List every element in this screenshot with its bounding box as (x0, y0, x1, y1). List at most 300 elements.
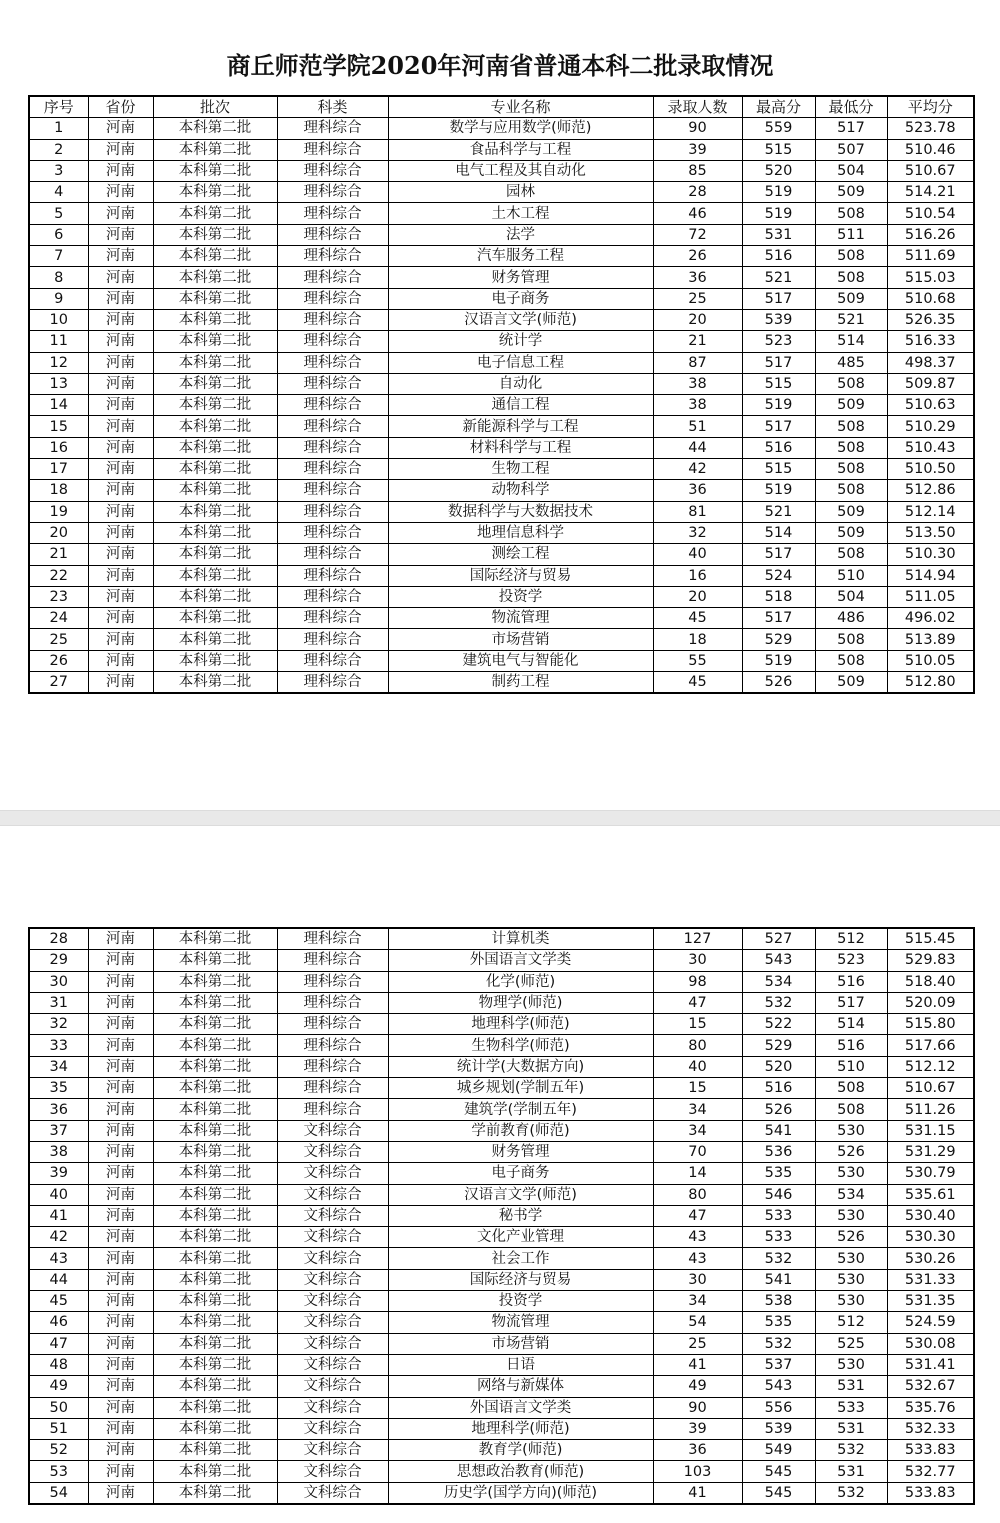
cell-admitted: 90 (653, 118, 742, 139)
cell-avg-score: 535.61 (887, 1184, 974, 1205)
cell-major: 思想政治教育(师范) (388, 1461, 653, 1482)
cell-max-score: 535 (742, 1312, 815, 1333)
cell-max-score: 524 (742, 565, 815, 586)
cell-major: 统计学 (388, 331, 653, 352)
cell-category: 文科综合 (277, 1440, 388, 1461)
cell-max-score: 519 (742, 480, 815, 501)
admission-table-page-2 (28, 927, 975, 1505)
cell-seq: 36 (29, 1099, 88, 1120)
cell-batch: 本科第二批 (153, 1397, 277, 1418)
cell-province: 河南 (88, 1376, 153, 1397)
page-separator (0, 810, 1000, 826)
cell-admitted: 30 (653, 1269, 742, 1290)
cell-min-score: 532 (815, 1440, 887, 1461)
table-row (29, 1141, 974, 1162)
cell-avg-score: 517.66 (887, 1035, 974, 1056)
table-row (29, 992, 974, 1013)
cell-avg-score: 516.33 (887, 331, 974, 352)
cell-major: 社会工作 (388, 1248, 653, 1269)
cell-max-score: 521 (742, 501, 815, 522)
cell-avg-score: 515.45 (887, 928, 974, 950)
cell-category: 理科综合 (277, 416, 388, 437)
cell-min-score: 514 (815, 331, 887, 352)
header-admitted: 录取人数 (653, 96, 742, 118)
cell-avg-score: 512.12 (887, 1056, 974, 1077)
cell-avg-score: 535.76 (887, 1397, 974, 1418)
table-row (29, 1291, 974, 1312)
table-row (29, 395, 974, 416)
cell-seq: 47 (29, 1333, 88, 1354)
table-row (29, 650, 974, 671)
cell-min-score: 517 (815, 118, 887, 139)
cell-max-score: 515 (742, 459, 815, 480)
cell-province: 河南 (88, 139, 153, 160)
cell-min-score: 517 (815, 992, 887, 1013)
cell-admitted: 26 (653, 246, 742, 267)
table-row (29, 672, 974, 694)
cell-min-score: 530 (815, 1269, 887, 1290)
cell-admitted: 25 (653, 288, 742, 309)
cell-province: 河南 (88, 629, 153, 650)
cell-major: 教育学(师范) (388, 1440, 653, 1461)
cell-min-score: 531 (815, 1418, 887, 1439)
table-row (29, 928, 974, 950)
table-row (29, 1014, 974, 1035)
cell-seq: 35 (29, 1078, 88, 1099)
cell-category: 理科综合 (277, 331, 388, 352)
cell-max-score: 546 (742, 1184, 815, 1205)
cell-category: 文科综合 (277, 1354, 388, 1375)
cell-province: 河南 (88, 309, 153, 330)
table-row (29, 118, 974, 139)
cell-max-score: 549 (742, 1440, 815, 1461)
cell-major: 物理学(师范) (388, 992, 653, 1013)
cell-category: 理科综合 (277, 992, 388, 1013)
cell-major: 财务管理 (388, 267, 653, 288)
cell-min-score: 531 (815, 1461, 887, 1482)
cell-province: 河南 (88, 459, 153, 480)
cell-min-score: 530 (815, 1248, 887, 1269)
cell-province: 河南 (88, 1397, 153, 1418)
cell-major: 电气工程及其自动化 (388, 160, 653, 181)
cell-batch: 本科第二批 (153, 1269, 277, 1290)
cell-batch: 本科第二批 (153, 971, 277, 992)
cell-seq: 6 (29, 224, 88, 245)
cell-admitted: 47 (653, 992, 742, 1013)
cell-max-score: 533 (742, 1227, 815, 1248)
header-min-score: 最低分 (815, 96, 887, 118)
cell-avg-score: 513.50 (887, 522, 974, 543)
cell-batch: 本科第二批 (153, 1376, 277, 1397)
cell-province: 河南 (88, 1291, 153, 1312)
cell-max-score: 520 (742, 1056, 815, 1077)
cell-admitted: 28 (653, 182, 742, 203)
cell-batch: 本科第二批 (153, 586, 277, 607)
cell-min-score: 507 (815, 139, 887, 160)
table-row (29, 1248, 974, 1269)
cell-admitted: 41 (653, 1354, 742, 1375)
cell-category: 理科综合 (277, 373, 388, 394)
cell-major: 汉语言文学(师范) (388, 1184, 653, 1205)
cell-batch: 本科第二批 (153, 160, 277, 181)
cell-province: 河南 (88, 501, 153, 522)
cell-admitted: 40 (653, 1056, 742, 1077)
cell-max-score: 531 (742, 224, 815, 245)
cell-avg-score: 510.05 (887, 650, 974, 671)
header-major: 专业名称 (388, 96, 653, 118)
cell-major: 地理科学(师范) (388, 1014, 653, 1035)
cell-category: 理科综合 (277, 224, 388, 245)
cell-major: 外国语言文学类 (388, 1397, 653, 1418)
cell-major: 地理信息科学 (388, 522, 653, 543)
cell-min-score: 508 (815, 437, 887, 458)
cell-min-score: 534 (815, 1184, 887, 1205)
cell-batch: 本科第二批 (153, 309, 277, 330)
cell-batch: 本科第二批 (153, 373, 277, 394)
cell-major: 土木工程 (388, 203, 653, 224)
cell-max-score: 532 (742, 1333, 815, 1354)
cell-min-score: 512 (815, 928, 887, 950)
cell-major: 数学与应用数学(师范) (388, 118, 653, 139)
table-row (29, 544, 974, 565)
cell-category: 理科综合 (277, 246, 388, 267)
cell-admitted: 41 (653, 1482, 742, 1504)
cell-avg-score: 515.80 (887, 1014, 974, 1035)
cell-major: 投资学 (388, 586, 653, 607)
cell-seq: 31 (29, 992, 88, 1013)
cell-major: 市场营销 (388, 1333, 653, 1354)
cell-min-score: 504 (815, 160, 887, 181)
cell-avg-score: 510.29 (887, 416, 974, 437)
cell-major: 生物科学(师范) (388, 1035, 653, 1056)
cell-max-score: 516 (742, 1078, 815, 1099)
table-row (29, 1440, 974, 1461)
cell-batch: 本科第二批 (153, 1056, 277, 1077)
cell-min-score: 511 (815, 224, 887, 245)
cell-seq: 24 (29, 608, 88, 629)
cell-batch: 本科第二批 (153, 118, 277, 139)
admission-table-page-1 (28, 95, 975, 694)
cell-max-score: 538 (742, 1291, 815, 1312)
cell-province: 河南 (88, 971, 153, 992)
cell-avg-score: 512.80 (887, 672, 974, 694)
cell-category: 文科综合 (277, 1376, 388, 1397)
cell-seq: 30 (29, 971, 88, 992)
cell-batch: 本科第二批 (153, 139, 277, 160)
cell-max-score: 533 (742, 1205, 815, 1226)
cell-seq: 23 (29, 586, 88, 607)
table-row (29, 1184, 974, 1205)
cell-category: 理科综合 (277, 522, 388, 543)
cell-avg-score: 510.54 (887, 203, 974, 224)
cell-batch: 本科第二批 (153, 629, 277, 650)
cell-batch: 本科第二批 (153, 1461, 277, 1482)
cell-seq: 34 (29, 1056, 88, 1077)
cell-province: 河南 (88, 950, 153, 971)
cell-major: 化学(师范) (388, 971, 653, 992)
cell-admitted: 90 (653, 1397, 742, 1418)
cell-min-score: 521 (815, 309, 887, 330)
cell-seq: 12 (29, 352, 88, 373)
cell-batch: 本科第二批 (153, 650, 277, 671)
cell-seq: 51 (29, 1418, 88, 1439)
cell-max-score: 536 (742, 1141, 815, 1162)
cell-category: 文科综合 (277, 1141, 388, 1162)
cell-seq: 32 (29, 1014, 88, 1035)
cell-max-score: 526 (742, 672, 815, 694)
cell-max-score: 522 (742, 1014, 815, 1035)
cell-seq: 8 (29, 267, 88, 288)
cell-admitted: 42 (653, 459, 742, 480)
cell-max-score: 541 (742, 1269, 815, 1290)
cell-province: 河南 (88, 1056, 153, 1077)
cell-province: 河南 (88, 352, 153, 373)
cell-avg-score: 511.05 (887, 586, 974, 607)
cell-province: 河南 (88, 544, 153, 565)
cell-province: 河南 (88, 1418, 153, 1439)
cell-avg-score: 533.83 (887, 1482, 974, 1504)
cell-avg-score: 529.83 (887, 950, 974, 971)
cell-max-score: 523 (742, 331, 815, 352)
cell-admitted: 87 (653, 352, 742, 373)
cell-major: 法学 (388, 224, 653, 245)
cell-avg-score: 496.02 (887, 608, 974, 629)
cell-category: 文科综合 (277, 1461, 388, 1482)
cell-admitted: 30 (653, 950, 742, 971)
header-province: 省份 (88, 96, 153, 118)
cell-batch: 本科第二批 (153, 395, 277, 416)
cell-min-score: 509 (815, 182, 887, 203)
table-row (29, 629, 974, 650)
cell-major: 国际经济与贸易 (388, 565, 653, 586)
cell-max-score: 515 (742, 373, 815, 394)
cell-province: 河南 (88, 586, 153, 607)
cell-seq: 17 (29, 459, 88, 480)
cell-avg-score: 515.03 (887, 267, 974, 288)
cell-batch: 本科第二批 (153, 608, 277, 629)
cell-batch: 本科第二批 (153, 1333, 277, 1354)
cell-avg-score: 532.77 (887, 1461, 974, 1482)
cell-avg-score: 510.63 (887, 395, 974, 416)
cell-category: 理科综合 (277, 288, 388, 309)
cell-province: 河南 (88, 1205, 153, 1226)
table-header-row (29, 96, 974, 118)
cell-max-score: 517 (742, 416, 815, 437)
cell-seq: 18 (29, 480, 88, 501)
cell-avg-score: 518.40 (887, 971, 974, 992)
cell-category: 理科综合 (277, 160, 388, 181)
cell-max-score: 516 (742, 437, 815, 458)
cell-batch: 本科第二批 (153, 331, 277, 352)
cell-major: 建筑电气与智能化 (388, 650, 653, 671)
cell-avg-score: 513.89 (887, 629, 974, 650)
page-title: 商丘师范学院2020年河南省普通本科二批录取情况 (226, 51, 774, 80)
cell-batch: 本科第二批 (153, 1035, 277, 1056)
cell-min-score: 530 (815, 1205, 887, 1226)
cell-province: 河南 (88, 1163, 153, 1184)
cell-avg-score: 531.15 (887, 1120, 974, 1141)
cell-admitted: 43 (653, 1248, 742, 1269)
cell-admitted: 38 (653, 395, 742, 416)
cell-batch: 本科第二批 (153, 182, 277, 203)
cell-admitted: 21 (653, 331, 742, 352)
cell-category: 文科综合 (277, 1227, 388, 1248)
cell-major: 网络与新媒体 (388, 1376, 653, 1397)
cell-admitted: 20 (653, 586, 742, 607)
cell-province: 河南 (88, 1354, 153, 1375)
cell-major: 物流管理 (388, 1312, 653, 1333)
cell-major: 生物工程 (388, 459, 653, 480)
cell-max-score: 517 (742, 544, 815, 565)
cell-batch: 本科第二批 (153, 565, 277, 586)
cell-admitted: 39 (653, 139, 742, 160)
cell-max-score: 529 (742, 1035, 815, 1056)
cell-max-score: 519 (742, 182, 815, 203)
cell-seq: 46 (29, 1312, 88, 1333)
table-row (29, 1205, 974, 1226)
cell-avg-score: 530.08 (887, 1333, 974, 1354)
cell-max-score: 521 (742, 267, 815, 288)
cell-avg-score: 512.14 (887, 501, 974, 522)
table-row (29, 950, 974, 971)
cell-province: 河南 (88, 992, 153, 1013)
cell-admitted: 45 (653, 608, 742, 629)
cell-batch: 本科第二批 (153, 1312, 277, 1333)
cell-max-score: 517 (742, 288, 815, 309)
cell-avg-score: 516.26 (887, 224, 974, 245)
cell-max-score: 519 (742, 203, 815, 224)
cell-min-score: 512 (815, 1312, 887, 1333)
cell-admitted: 45 (653, 672, 742, 694)
cell-seq: 3 (29, 160, 88, 181)
cell-max-score: 519 (742, 395, 815, 416)
cell-batch: 本科第二批 (153, 522, 277, 543)
cell-province: 河南 (88, 1312, 153, 1333)
table-row (29, 1099, 974, 1120)
cell-admitted: 103 (653, 1461, 742, 1482)
cell-avg-score: 510.30 (887, 544, 974, 565)
cell-min-score: 532 (815, 1482, 887, 1504)
cell-max-score: 532 (742, 992, 815, 1013)
cell-batch: 本科第二批 (153, 992, 277, 1013)
cell-avg-score: 510.43 (887, 437, 974, 458)
cell-seq: 33 (29, 1035, 88, 1056)
cell-province: 河南 (88, 288, 153, 309)
cell-province: 河南 (88, 1184, 153, 1205)
cell-min-score: 530 (815, 1291, 887, 1312)
table-row (29, 437, 974, 458)
table-row (29, 1078, 974, 1099)
cell-min-score: 530 (815, 1163, 887, 1184)
cell-batch: 本科第二批 (153, 224, 277, 245)
cell-category: 理科综合 (277, 672, 388, 694)
cell-category: 理科综合 (277, 1078, 388, 1099)
cell-seq: 21 (29, 544, 88, 565)
cell-major: 园林 (388, 182, 653, 203)
cell-min-score: 485 (815, 352, 887, 373)
cell-province: 河南 (88, 672, 153, 694)
cell-province: 河南 (88, 1141, 153, 1162)
cell-avg-score: 526.35 (887, 309, 974, 330)
cell-major: 投资学 (388, 1291, 653, 1312)
cell-min-score: 508 (815, 1099, 887, 1120)
cell-max-score: 534 (742, 971, 815, 992)
cell-major: 食品科学与工程 (388, 139, 653, 160)
cell-category: 理科综合 (277, 501, 388, 522)
table-row (29, 1418, 974, 1439)
cell-seq: 19 (29, 501, 88, 522)
cell-admitted: 18 (653, 629, 742, 650)
cell-seq: 4 (29, 182, 88, 203)
table-row (29, 1120, 974, 1141)
cell-province: 河南 (88, 1014, 153, 1035)
cell-admitted: 46 (653, 203, 742, 224)
cell-category: 理科综合 (277, 437, 388, 458)
cell-admitted: 54 (653, 1312, 742, 1333)
cell-admitted: 98 (653, 971, 742, 992)
cell-max-score: 556 (742, 1397, 815, 1418)
cell-batch: 本科第二批 (153, 1248, 277, 1269)
cell-major: 外国语言文学类 (388, 950, 653, 971)
table-row (29, 1056, 974, 1077)
cell-min-score: 508 (815, 416, 887, 437)
cell-major: 数据科学与大数据技术 (388, 501, 653, 522)
cell-seq: 20 (29, 522, 88, 543)
cell-province: 河南 (88, 395, 153, 416)
table-row (29, 160, 974, 181)
cell-avg-score: 512.86 (887, 480, 974, 501)
cell-seq: 49 (29, 1376, 88, 1397)
cell-batch: 本科第二批 (153, 1099, 277, 1120)
cell-province: 河南 (88, 565, 153, 586)
cell-province: 河南 (88, 1333, 153, 1354)
cell-seq: 7 (29, 246, 88, 267)
cell-major: 建筑学(学制五年) (388, 1099, 653, 1120)
cell-seq: 27 (29, 672, 88, 694)
cell-admitted: 38 (653, 373, 742, 394)
cell-min-score: 525 (815, 1333, 887, 1354)
cell-min-score: 516 (815, 971, 887, 992)
table-row (29, 1376, 974, 1397)
table-row (29, 501, 974, 522)
cell-category: 理科综合 (277, 395, 388, 416)
cell-avg-score: 524.59 (887, 1312, 974, 1333)
table-row (29, 1035, 974, 1056)
cell-min-score: 509 (815, 395, 887, 416)
cell-batch: 本科第二批 (153, 1120, 277, 1141)
cell-category: 理科综合 (277, 544, 388, 565)
cell-avg-score: 520.09 (887, 992, 974, 1013)
cell-province: 河南 (88, 1269, 153, 1290)
cell-seq: 40 (29, 1184, 88, 1205)
cell-min-score: 508 (815, 203, 887, 224)
cell-province: 河南 (88, 416, 153, 437)
table-row (29, 352, 974, 373)
table-row (29, 1354, 974, 1375)
cell-min-score: 510 (815, 565, 887, 586)
cell-category: 理科综合 (277, 586, 388, 607)
cell-category: 理科综合 (277, 650, 388, 671)
cell-category: 文科综合 (277, 1418, 388, 1439)
cell-province: 河南 (88, 1461, 153, 1482)
cell-major: 汉语言文学(师范) (388, 309, 653, 330)
cell-seq: 43 (29, 1248, 88, 1269)
cell-province: 河南 (88, 373, 153, 394)
cell-min-score: 508 (815, 480, 887, 501)
cell-max-score: 516 (742, 246, 815, 267)
cell-avg-score: 510.67 (887, 1078, 974, 1099)
cell-major: 秘书学 (388, 1205, 653, 1226)
